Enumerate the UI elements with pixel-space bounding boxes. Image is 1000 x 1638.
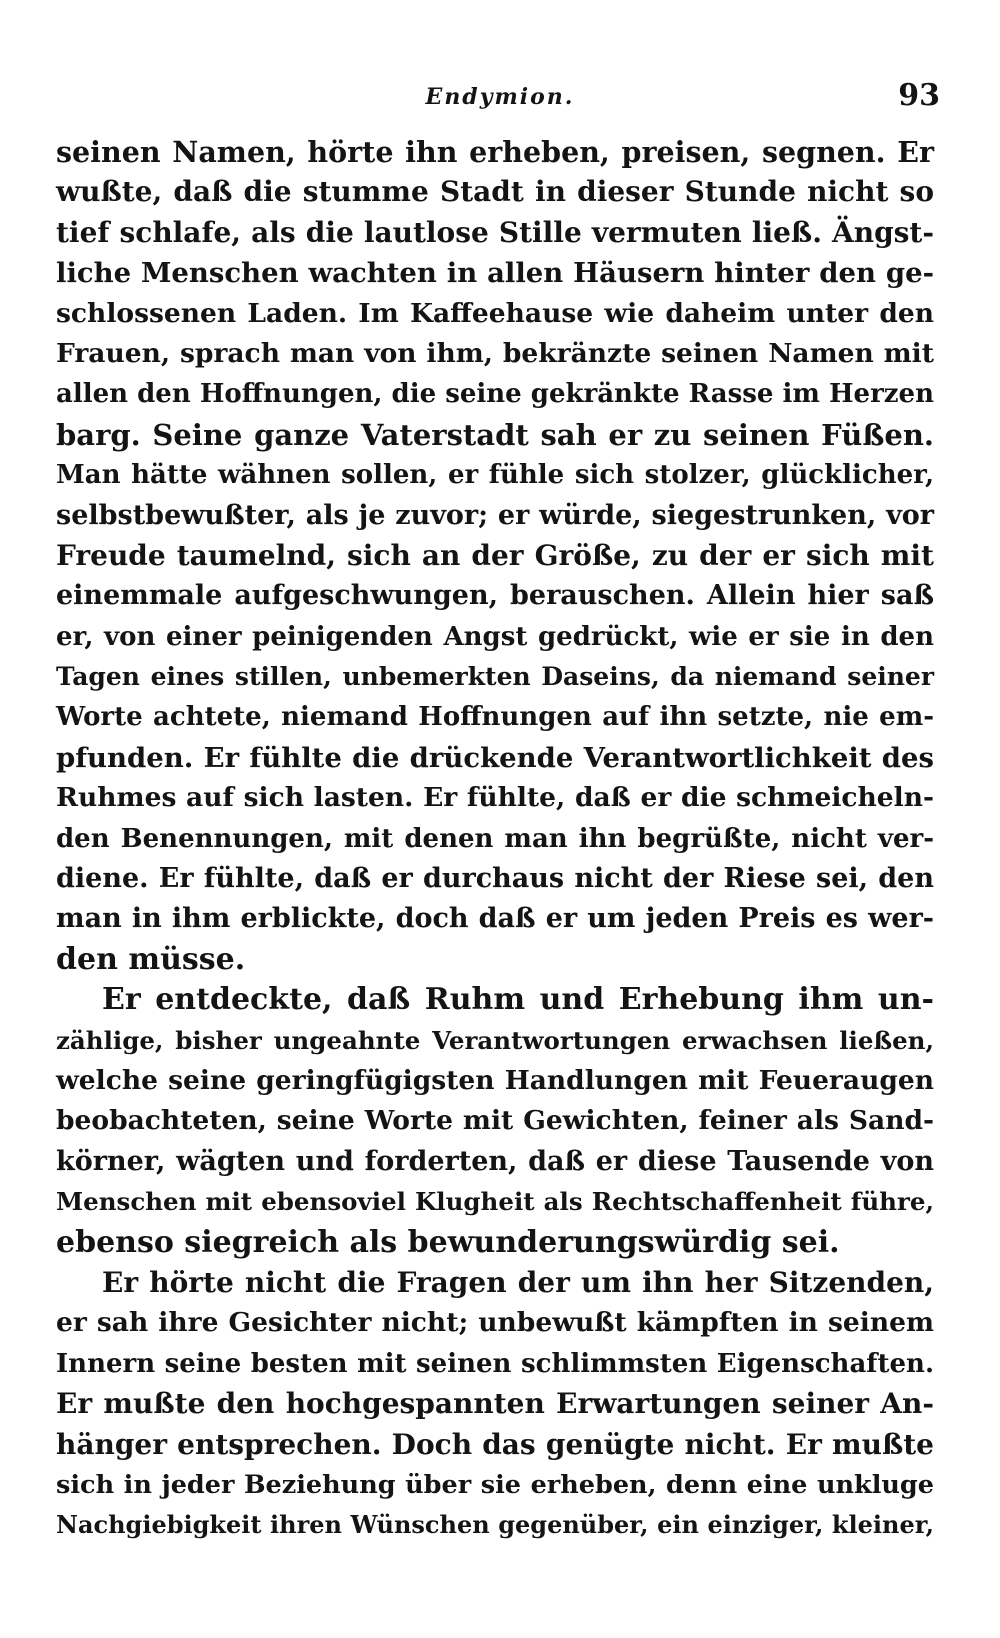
text-line: einemmale aufgeschwungen, berauschen. Allein hier saß <box>56 580 934 612</box>
text-line: pfunden. Er fühlte die drückende Verantwortlichkeit des <box>56 741 934 774</box>
running-title: Endymion. <box>425 84 575 110</box>
text-line: Er hörte nicht die Fragen der um ihn her Sitzenden, <box>102 1265 934 1299</box>
text-line: welche seine geringfügigsten Handlungen mit Feueraugen <box>56 1064 934 1096</box>
text-line: sich in jeder Beziehung über sie erheben, denn eine unkluge <box>56 1469 934 1500</box>
text-line: Tagen eines stillen, unbemerkten Daseins, da niemand seiner <box>56 662 934 692</box>
text-line: Menschen mit ebensoviel Klugheit als Rechtschaffenheit führe, <box>56 1187 934 1217</box>
text-line: liche Menschen wachten in allen Häusern hinter den ge- <box>56 257 934 290</box>
text-line: Ruhmes auf sich lasten. Er fühlte, daß er die schmeicheln- <box>56 782 934 814</box>
text-line: ebenso siegreich als bewunderungswürdig sei. <box>56 1224 840 1260</box>
text-line: schlossenen Laden. Im Kaffeehause wie daheim unter den <box>56 297 934 329</box>
text-line: den müsse. <box>56 941 246 977</box>
text-line: wußte, daß die stumme Stadt in dieser Stunde nicht so <box>56 175 934 209</box>
text-line: diene. Er fühlte, daß er durchaus nicht der Riese sei, den <box>56 863 934 895</box>
text-line: Freude taumelnd, sich an der Größe, zu der er sich mit <box>56 538 934 572</box>
text-line: Er mußte den hochgespannten Erwartungen seiner An- <box>56 1387 934 1421</box>
text-line: beobachteten, seine Worte mit Gewichten, feiner als Sand- <box>56 1105 934 1137</box>
page-number: 93 <box>898 78 940 113</box>
text-line: Er entdeckte, daß Ruhm und Erhebung ihm un- <box>102 982 934 1018</box>
text-line: Frauen, sprach man von ihm, bekränzte seinen Namen mit <box>56 337 934 369</box>
text-line: Nachgiebigkeit ihren Wünschen gegenüber, ein einziger, kleiner, <box>56 1510 934 1540</box>
text-line: hänger entsprechen. Doch das genügte nicht. Er mußte <box>56 1427 934 1461</box>
text-line: den Benennungen, mit denen man ihn begrüßte, nicht ver- <box>56 823 934 854</box>
text-line: Innern seine besten mit seinen schlimmsten Eigenschaften. <box>56 1348 934 1379</box>
text-line: barg. Seine ganze Vaterstadt sah er zu seinen Füßen. <box>56 417 934 452</box>
running-head <box>60 78 940 118</box>
text-line: Man hätte wähnen sollen, er fühle sich stolzer, glücklicher, <box>56 460 934 491</box>
text-line: tief schlafe, als die lautlose Stille vermuten ließ. Ängst- <box>56 215 934 249</box>
text-line: selbstbewußter, als je zuvor; er würde, siegestrunken, vor <box>56 499 934 531</box>
text-line: zählige, bisher ungeahnte Verantwortungen erwachsen ließen, <box>56 1025 934 1055</box>
text-line: er sah ihre Gesichter nicht; unbewußt kämpften in seinem <box>56 1307 934 1339</box>
text-line: er, von einer peinigenden Angst gedrückt, wie er sie in den <box>56 621 934 652</box>
text-line: seinen Namen, hörte ihn erheben, preisen, segnen. Er <box>56 135 934 169</box>
text-line: allen den Hoffnungen, die seine gekränkte Rasse im Herzen <box>56 379 934 410</box>
text-line: man in ihm erblickte, doch daß er um jeden Preis es wer- <box>56 903 934 935</box>
body-text <box>56 132 934 1546</box>
text-line: körner, wägten und forderten, daß er diese Tausende von <box>56 1145 934 1177</box>
text-line: Worte achtete, niemand Hoffnungen auf ihn setzte, nie em- <box>56 702 934 733</box>
